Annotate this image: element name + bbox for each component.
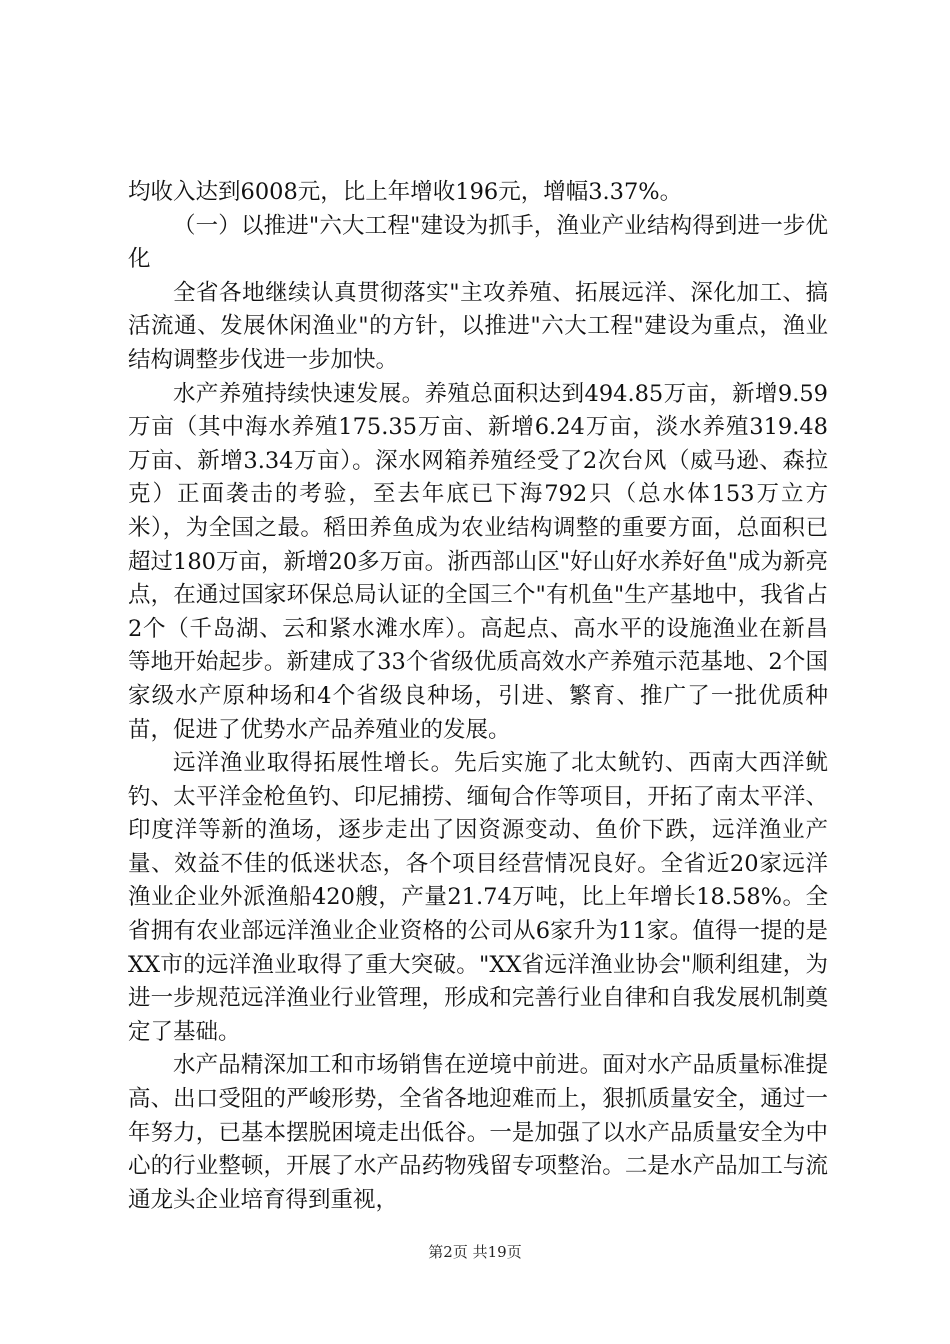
paragraph-distant-fishery: 远洋渔业取得拓展性增长。先后实施了北太鱿钓、西南大西洋鱿钓、太平洋金枪鱼钓、印尼捕捞、缅甸合作等项目，开拓了南太平洋、印度洋等新的渔场，逐步走出了因资源变动、鱼价下跌，远洋渔业产量、效益不佳的低迷状态，各个项目经营情况良好。全省近20家远洋渔业企业外派渔船420艘，产量21.74万吨，比上年增长18.58%。全省拥有农业部远洋渔业企业资格的公司从6家升为11家。值得一提的是XX市的远洋渔业取得了重大突破。"XX省远洋渔业协会"顺利组建，为进一步规范远洋渔业行业管理，形成和完善行业自律和自我发展机制奠定了基础。 (128, 750, 828, 1045)
section-heading: （一）以推进"六大工程"建设为抓手，渔业产业结构得到进一步优化 (128, 212, 828, 273)
paragraph-processing: 水产品精深加工和市场销售在逆境中前进。面对水产品质量标准提高、出口受阻的严峻形势，全省各地迎难而上，狠抓质量安全，通过一年努力，已基本摆脱困境走出低谷。一是加强了以水产品质量安全为中心的行业整顿，开展了水产品药物残留专项整治。二是水产品加工与流通龙头企业培育得到重视， (128, 1052, 828, 1213)
paragraph-continuation: 均收入达到6008元，比上年增收196元，增幅3.37%。 (128, 179, 683, 205)
page-footer: 第2页 共19页 (428, 1243, 522, 1261)
paragraph-aquaculture: 水产养殖持续快速发展。养殖总面积达到494.85万亩，新增9.59万亩（其中海水养殖175.35万亩、新增6.24万亩，淡水养殖319.48万亩、新增3.34万亩）。深水网箱养殖经受了2次台风（威马逊、森拉克）正面袭击的考验，至去年底已下海792只（总水体153万立方米），为全国之最。稻田养鱼成为农业结构调整的重要方面，总面积已超过180万亩，新增20多万亩。浙西部山区"好山好水养好鱼"成为新亮点，在通过国家环保总局认证的全国三个"有机鱼"生产基地中，我省占2个（千岛湖、云和紧水滩水库）。高起点、高水平的设施渔业在新昌等地开始起步。新建成了33个省级优质高效水产养殖示范基地、2个国家级水产原种场和4个省级良种场，引进、繁育、推广了一批优质种苗，促进了优势水产品养殖业的发展。 (128, 380, 828, 743)
paragraph-policy: 全省各地继续认真贯彻落实"主攻养殖、拓展远洋、深化加工、搞活流通、发展休闲渔业"的方针，以推进"六大工程"建设为重点，渔业结构调整步伐进一步加快。 (128, 279, 828, 373)
document-body (128, 176, 828, 1217)
